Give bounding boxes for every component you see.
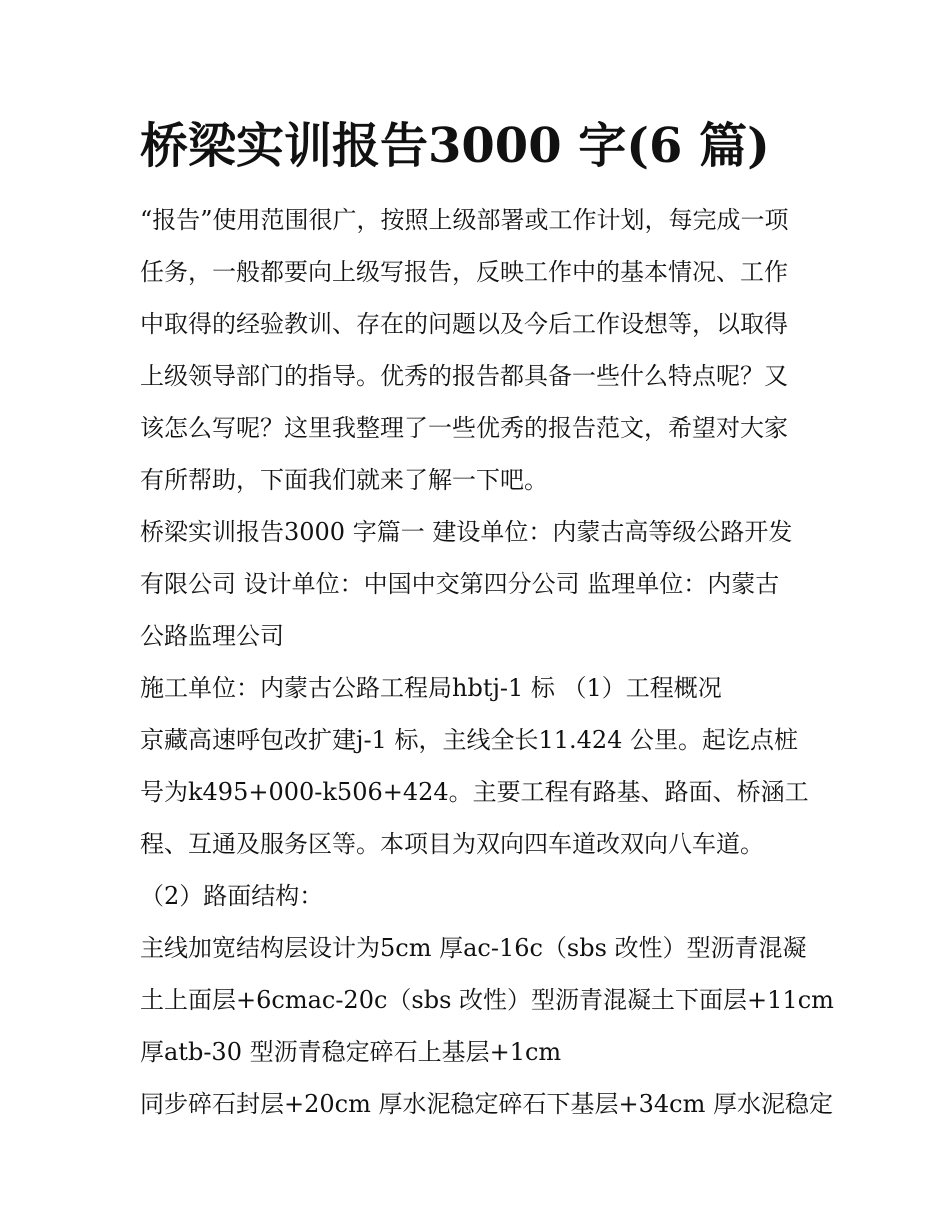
text-line: 京藏高速呼包改扩建j-1 标，主线全长11.424 公里。起讫点桩 (140, 726, 799, 754)
text-line: 中取得的经验教训、存在的问题以及今后工作设想等，以取得 (140, 310, 788, 338)
text-line: 主线加宽结构层设计为5cm 厚ac-16c（sbs 改性）型沥青混凝 (140, 934, 807, 962)
text-line: 有所帮助，下面我们就来了解一下吧。 (140, 466, 548, 494)
text-line: “报告”使用范围很广，按照上级部署或工作计划，每完成一项 (140, 206, 789, 234)
text-line: （2）路面结构： (140, 882, 324, 910)
text-line: 土上面层+6cmac-20c（sbs 改性）型沥青混凝土下面层+11cm (140, 986, 834, 1014)
text-line: 厚atb-30 型沥青稳定碎石上基层+1cm (140, 1038, 562, 1066)
text-line: 上级领导部门的指导。优秀的报告都具备一些什么特点呢？又 (140, 362, 788, 390)
text-line: 公路监理公司 (140, 622, 284, 650)
text-line: 该怎么写呢？这里我整理了一些优秀的报告范文，希望对大家 (140, 414, 788, 442)
text-line: 程、互通及服务区等。本项目为双向四车道改双向八车道。 (140, 830, 764, 858)
text-line: 桥梁实训报告3000 字篇一 建设单位：内蒙古高等级公路开发 (140, 518, 793, 546)
text-line: 同步碎石封层+20cm 厚水泥稳定碎石下基层+34cm 厚水泥稳定 (140, 1090, 833, 1118)
text-line: 号为k495+000-k506+424。主要工程有路基、路面、桥涵工 (140, 778, 809, 806)
text-line: 有限公司 设计单位：中国中交第四分公司 监理单位：内蒙古 (140, 570, 780, 598)
text-line: 施工单位：内蒙古公路工程局hbtj-1 标 （1）工程概况 (140, 674, 722, 702)
document-body (140, 194, 834, 1130)
document-title: 桥梁实训报告3000 字(6 篇) (140, 118, 770, 174)
text-line: 任务，一般都要向上级写报告，反映工作中的基本情况、工作 (140, 258, 788, 286)
